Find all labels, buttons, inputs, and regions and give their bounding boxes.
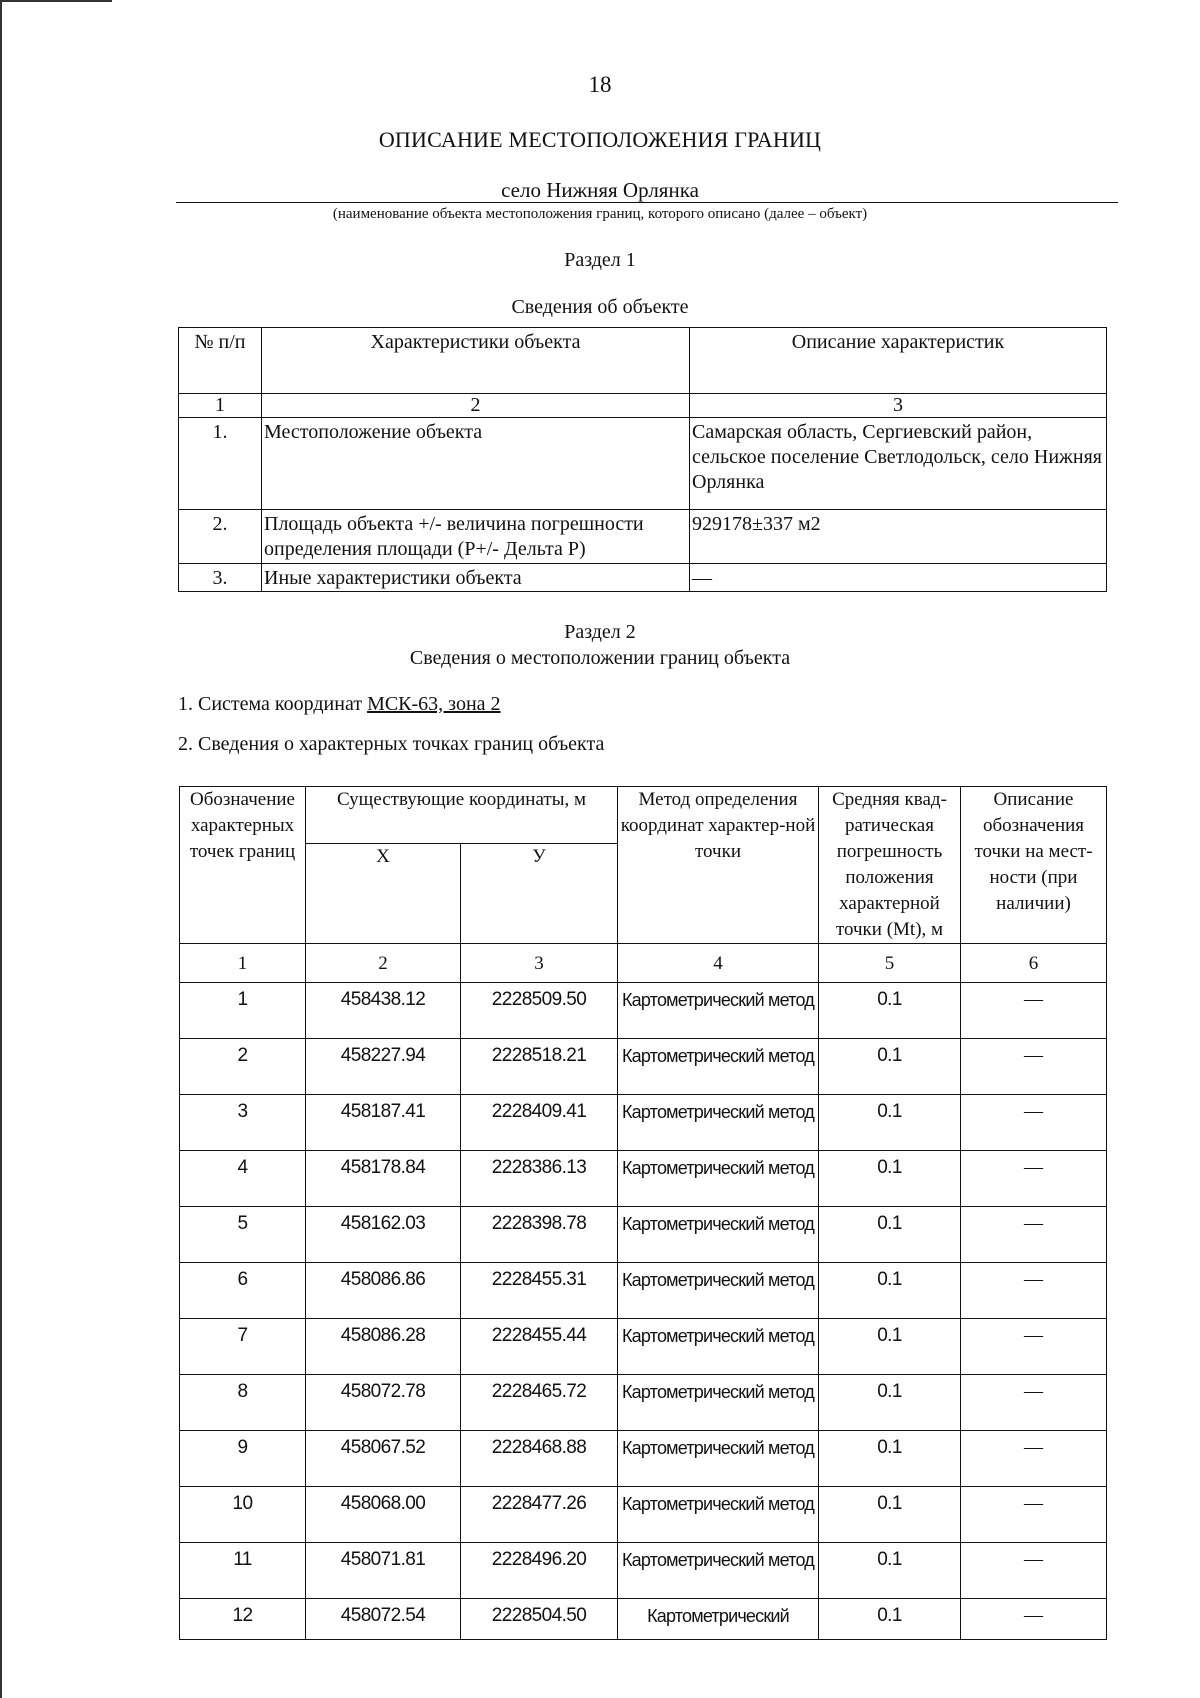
point-number: 1 [180, 983, 306, 1039]
coordinate-system-prefix: 1. Система координат [178, 693, 368, 715]
object-row-location [179, 418, 1107, 510]
scan-edge-top [0, 0, 112, 2]
point-description: — [961, 1487, 1107, 1543]
table-row [180, 1375, 1107, 1431]
column-number: 1 [180, 944, 306, 983]
object-name: село Нижняя Орлянка [501, 178, 699, 202]
coordinate-system-line [178, 693, 501, 716]
column-number: 3 [461, 944, 618, 983]
point-description: — [961, 1431, 1107, 1487]
point-y: 2228455.44 [461, 1319, 618, 1375]
point-mt: 0.1 [819, 1039, 961, 1095]
row-characteristic: Площадь объекта +/- величина погрешности определения площади (Р+/- Дельта Р) [262, 510, 690, 564]
table-row [180, 983, 1107, 1039]
coordinate-system-value: МСК-63, зона 2 [367, 693, 501, 715]
page-number: 18 [588, 72, 612, 97]
point-number: 12 [180, 1599, 306, 1640]
point-y: 2228504.50 [461, 1599, 618, 1640]
point-y: 2228468.88 [461, 1431, 618, 1487]
point-mt: 0.1 [819, 1095, 961, 1151]
point-description: — [961, 1151, 1107, 1207]
point-y: 2228477.26 [461, 1487, 618, 1543]
point-mt: 0.1 [819, 1207, 961, 1263]
header-designation: Обозначение характерных точек границ [180, 787, 306, 944]
point-mt: 0.1 [819, 1375, 961, 1431]
table-row [180, 1599, 1107, 1640]
document-title: ОПИСАНИЕ МЕСТОПОЛОЖЕНИЯ ГРАНИЦ [378, 127, 822, 152]
row-description: — [690, 564, 1107, 592]
point-method: Картометрический метод [618, 983, 819, 1039]
points-heading: 2. Сведения о характерных точках границ объекта [178, 733, 605, 755]
header-coordinates: Существующие координаты, м [306, 787, 618, 844]
point-x: 458067.52 [306, 1431, 461, 1487]
point-y: 2228409.41 [461, 1095, 618, 1151]
point-y: 2228518.21 [461, 1039, 618, 1095]
column-number: 2 [262, 394, 690, 418]
object-caption: (наименование объекта местоположения границ, которого описано (далее – объект) [332, 206, 868, 222]
points-column-numbers [180, 944, 1107, 983]
point-x: 458086.28 [306, 1319, 461, 1375]
object-info-table [178, 327, 1107, 592]
points-header-row-1 [180, 787, 1107, 844]
point-x: 458071.81 [306, 1543, 461, 1599]
object-table-header [179, 328, 1107, 394]
table-row [180, 1543, 1107, 1599]
point-mt: 0.1 [819, 1487, 961, 1543]
point-method: Картометрический метод [618, 1263, 819, 1319]
point-description: — [961, 1263, 1107, 1319]
point-mt: 0.1 [819, 1151, 961, 1207]
point-method: Картометрический метод [618, 1151, 819, 1207]
point-description: — [961, 1599, 1107, 1640]
row-characteristic: Иные характеристики объекта [262, 564, 690, 592]
point-description: — [961, 983, 1107, 1039]
object-row-area [179, 510, 1107, 564]
header-accuracy: Средняя квад-ратическая погрешность положения характерной точки (Mt), м [819, 787, 961, 944]
point-mt: 0.1 [819, 1431, 961, 1487]
point-description: — [961, 1207, 1107, 1263]
point-x: 458187.41 [306, 1095, 461, 1151]
point-number: 3 [180, 1095, 306, 1151]
point-description: — [961, 1095, 1107, 1151]
column-number: 6 [961, 944, 1107, 983]
column-number: 2 [306, 944, 461, 983]
header-x: X [306, 843, 461, 943]
column-number: 1 [179, 394, 262, 418]
point-method: Картометрический [618, 1599, 819, 1640]
point-x: 458072.78 [306, 1375, 461, 1431]
point-x: 458227.94 [306, 1039, 461, 1095]
point-description: — [961, 1375, 1107, 1431]
point-number: 5 [180, 1207, 306, 1263]
boundary-points-table [179, 786, 1107, 1640]
table-row [180, 1151, 1107, 1207]
row-number: 3. [179, 564, 262, 592]
point-number: 11 [180, 1543, 306, 1599]
point-mt: 0.1 [819, 1263, 961, 1319]
point-number: 10 [180, 1487, 306, 1543]
table-row [180, 1319, 1107, 1375]
point-y: 2228386.13 [461, 1151, 618, 1207]
point-number: 6 [180, 1263, 306, 1319]
point-x: 458438.12 [306, 983, 461, 1039]
point-x: 458178.84 [306, 1151, 461, 1207]
point-method: Картометрический метод [618, 1095, 819, 1151]
point-x: 458072.54 [306, 1599, 461, 1640]
point-number: 4 [180, 1151, 306, 1207]
header-point-description: Описание обозначения точки на мест-ности (при наличии) [961, 787, 1107, 944]
table-row [180, 1263, 1107, 1319]
header-y: У [461, 843, 618, 943]
point-method: Картометрический метод [618, 1319, 819, 1375]
section2-title: Сведения о местоположении границ объекта [409, 647, 791, 669]
row-description: 929178±337 м2 [690, 510, 1107, 564]
table-row [180, 1095, 1107, 1151]
header-description: Описание характеристик [690, 328, 1107, 394]
table-row [180, 1431, 1107, 1487]
point-y: 2228496.20 [461, 1543, 618, 1599]
section2-label: Раздел 2 [564, 621, 636, 643]
object-row-other [179, 564, 1107, 592]
point-mt: 0.1 [819, 1599, 961, 1640]
point-number: 8 [180, 1375, 306, 1431]
header-method: Метод определения координат характер-ной точки [618, 787, 819, 944]
table-row [180, 1207, 1107, 1263]
header-characteristics: Характеристики объекта [262, 328, 690, 394]
point-x: 458162.03 [306, 1207, 461, 1263]
object-table-column-numbers [179, 394, 1107, 418]
point-number: 2 [180, 1039, 306, 1095]
section1-label: Раздел 1 [564, 249, 636, 271]
section1-title: Сведения об объекте [511, 296, 689, 318]
object-name-underline [176, 202, 1118, 203]
row-number: 1. [179, 418, 262, 510]
point-x: 458068.00 [306, 1487, 461, 1543]
point-method: Картометрический метод [618, 1543, 819, 1599]
table-row [180, 1039, 1107, 1095]
point-description: — [961, 1319, 1107, 1375]
column-number: 3 [690, 394, 1107, 418]
point-x: 458086.86 [306, 1263, 461, 1319]
point-method: Картометрический метод [618, 1207, 819, 1263]
point-y: 2228509.50 [461, 983, 618, 1039]
column-number: 5 [819, 944, 961, 983]
point-method: Картометрический метод [618, 1039, 819, 1095]
column-number: 4 [618, 944, 819, 983]
header-num: № п/п [179, 328, 262, 394]
table-row [180, 1487, 1107, 1543]
point-method: Картометрический метод [618, 1487, 819, 1543]
row-number: 2. [179, 510, 262, 564]
point-description: — [961, 1543, 1107, 1599]
row-characteristic: Местоположение объекта [262, 418, 690, 510]
point-number: 9 [180, 1431, 306, 1487]
point-number: 7 [180, 1319, 306, 1375]
point-method: Картометрический метод [618, 1375, 819, 1431]
point-description: — [961, 1039, 1107, 1095]
point-mt: 0.1 [819, 1543, 961, 1599]
point-mt: 0.1 [819, 983, 961, 1039]
point-mt: 0.1 [819, 1319, 961, 1375]
point-y: 2228455.31 [461, 1263, 618, 1319]
point-method: Картометрический метод [618, 1431, 819, 1487]
point-y: 2228398.78 [461, 1207, 618, 1263]
point-y: 2228465.72 [461, 1375, 618, 1431]
row-description: Самарская область, Сергиевский район, сельское поселение Светлодольск, село Нижняя Орлянка [690, 418, 1107, 510]
